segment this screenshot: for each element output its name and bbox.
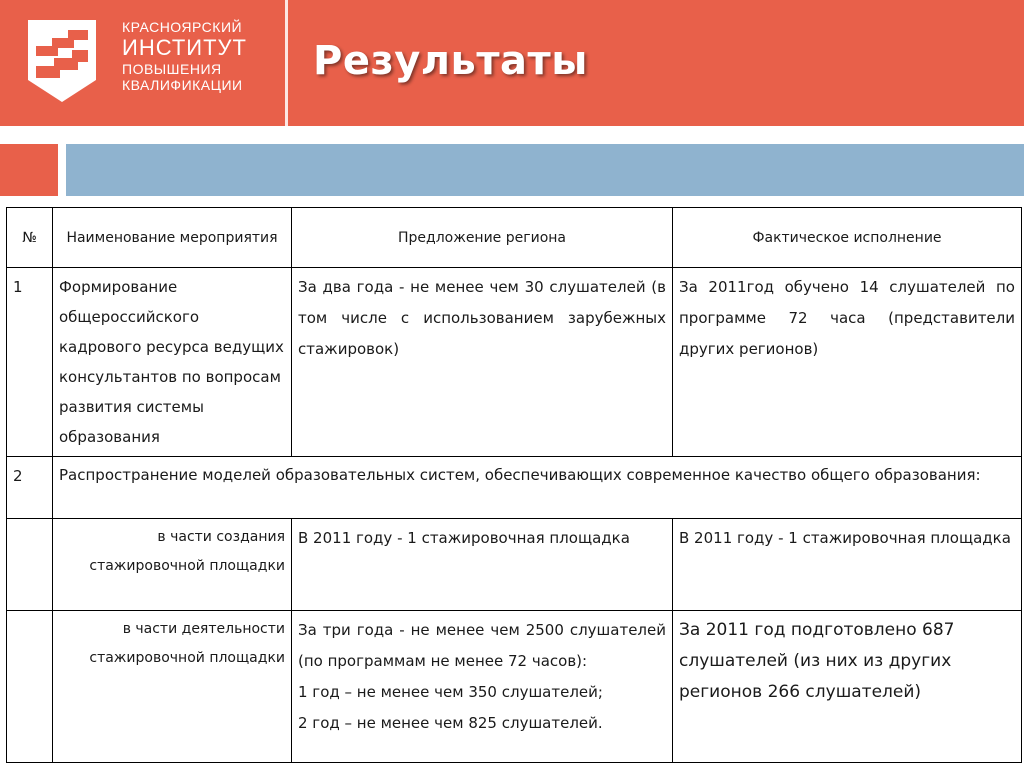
logo-line-3: ПОВЫШЕНИЯ <box>122 61 222 77</box>
empty-cell <box>7 611 53 763</box>
section-description: Распространение моделей образовательных систем, обеспечивающих современное качество общего образования: <box>53 457 1022 519</box>
table-row <box>7 457 1022 519</box>
row-number: 1 <box>7 268 53 457</box>
actual-execution: За 2011 год подготовлено 687 слушателей (из них из других регионов 266 слушателей) <box>673 611 1022 763</box>
logo-line-4: КВАЛИФИКАЦИИ <box>122 77 243 93</box>
actual-execution: В 2011 году - 1 стажировочная площадка <box>673 519 1022 611</box>
row-number: 2 <box>7 457 53 519</box>
region-proposal <box>292 611 673 763</box>
proposal-line: 1 год – не менее чем 350 слушателей; <box>298 683 603 701</box>
logo-line-2: ИНСТИТУТ <box>122 35 247 60</box>
header-actual-execution: Фактическое исполнение <box>673 208 1022 268</box>
table-row <box>7 611 1022 763</box>
header-event-name: Наименование мероприятия <box>53 208 292 268</box>
table-header-row <box>7 208 1022 268</box>
institute-name <box>122 20 247 92</box>
region-proposal: За два года - не менее чем 30 слушателей (в том числе с использованием зарубежных стажировок) <box>292 268 673 457</box>
accent-band-blue <box>66 144 1024 196</box>
actual-execution: За 2011год обучено 14 слушателей по программе 72 часа (представители других регионов) <box>673 268 1022 457</box>
page-title: Результаты <box>313 38 588 84</box>
event-name: в части деятельности стажировочной площадки <box>53 611 292 763</box>
event-name: в части создания стажировочной площадки <box>53 519 292 611</box>
table-row <box>7 268 1022 457</box>
institute-logo-icon <box>26 18 98 104</box>
accent-band-red <box>0 144 58 196</box>
header-divider <box>285 0 288 126</box>
header-region-proposal: Предложение региона <box>292 208 673 268</box>
table-row <box>7 519 1022 611</box>
proposal-line: 2 год – не менее чем 825 слушателей. <box>298 714 603 732</box>
header-number: № <box>7 208 53 268</box>
logo-line-1: КРАСНОЯРСКИЙ <box>122 19 243 35</box>
results-table <box>6 207 1022 763</box>
event-name: Формирование общероссийского кадрового ресурса ведущих консультантов по вопросам развития системы образования <box>53 268 292 457</box>
proposal-line: За три года - не менее чем 2500 слушателей (по программам не менее 72 часов): <box>298 621 666 670</box>
empty-cell <box>7 519 53 611</box>
region-proposal: В 2011 году - 1 стажировочная площадка <box>292 519 673 611</box>
